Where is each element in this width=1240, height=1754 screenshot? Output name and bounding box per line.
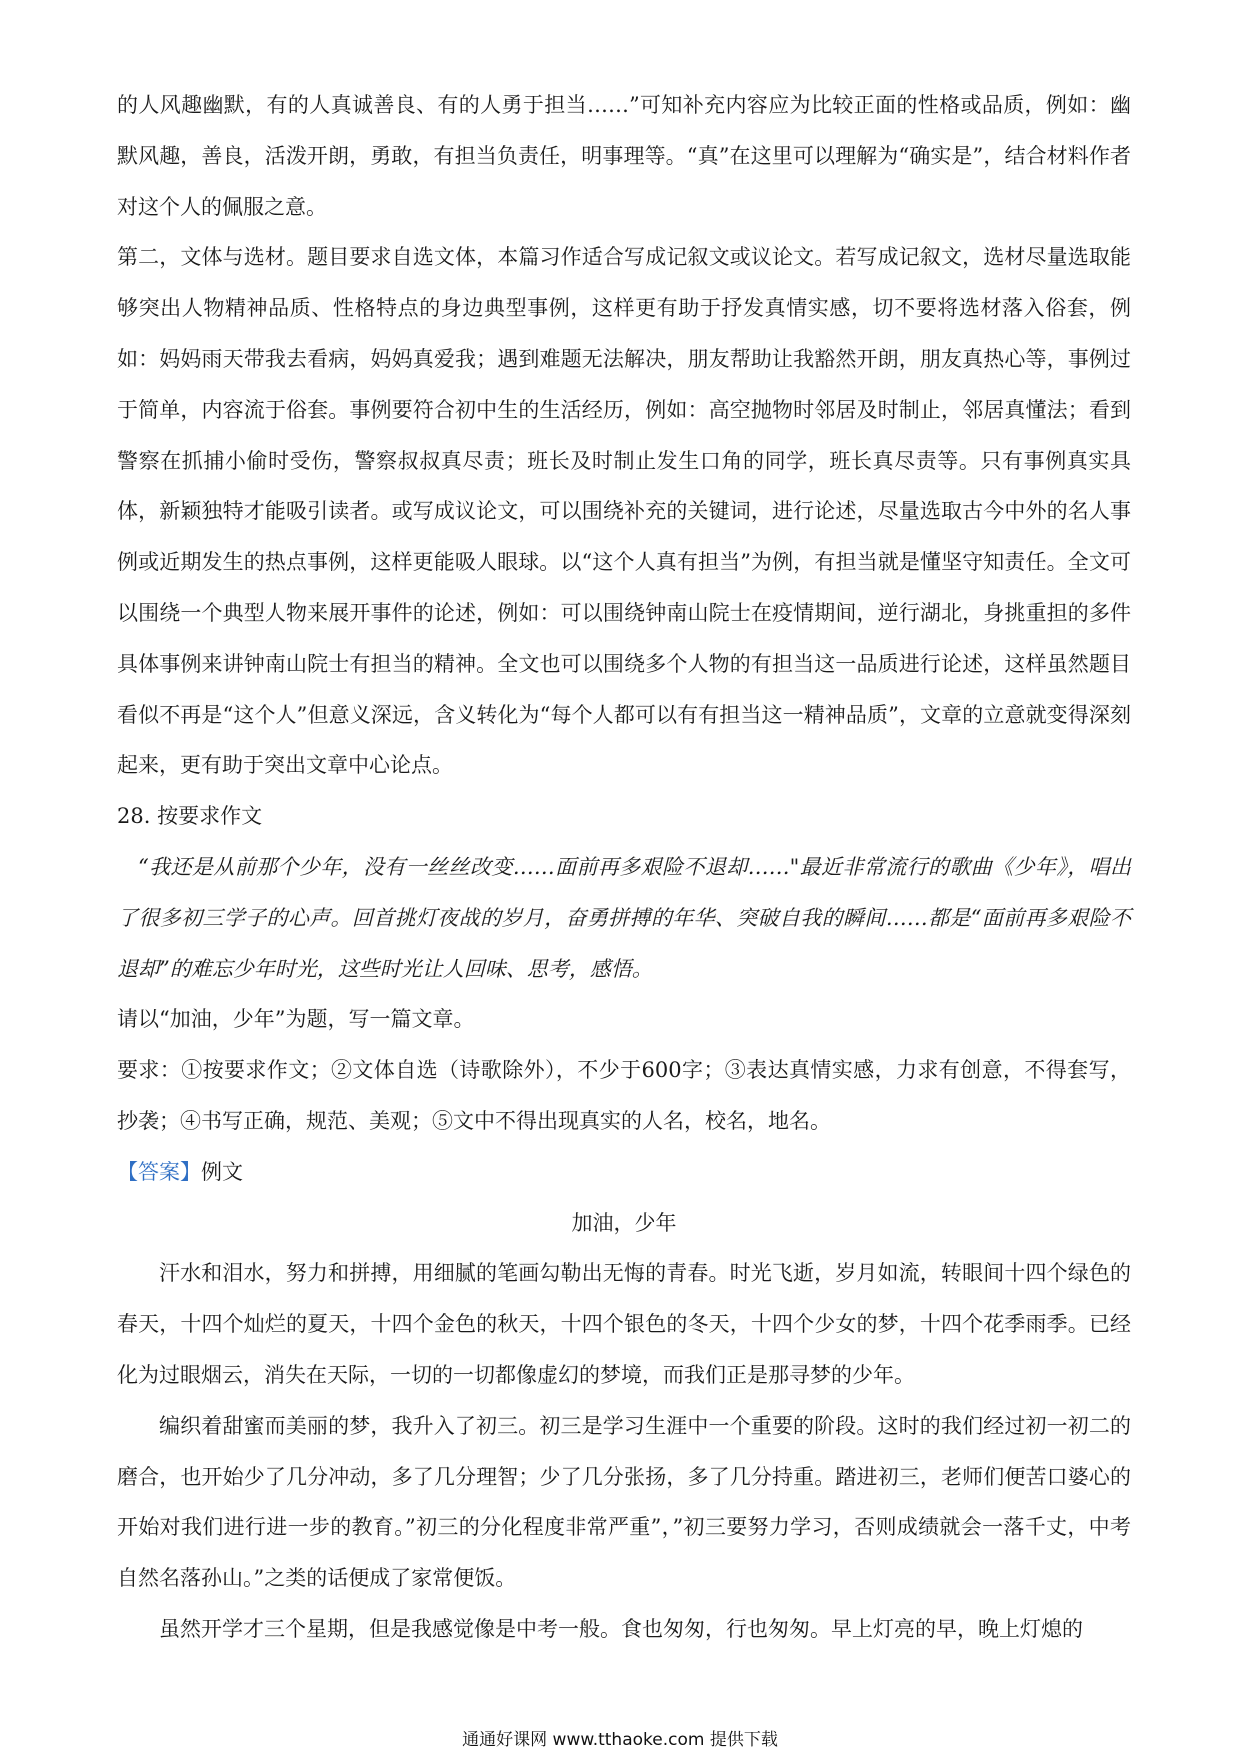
analysis-paragraph-2: 第二，文体与选材。题目要求自选文体，本篇习作适合写成记叙文或议论文。若写成记叙文，选材尽量选取能够突出人物精神品质、性格特点的身边典型事例，这样更有助于抒发真情实感，切不要将选材落入俗套，例如：妈妈雨天带我去看病，妈妈真爱我；遇到难题无法解决，朋友帮助让我豁然开朗，朋友真热心等，事例过于简单，内容流于俗套。事例要符合初中生的生活经历，例如：高空抛物时邻居及时制止，邻居真懂法；看到警察在抓捕小偷时受伤，警察叔叔真尽责；班长及时制止发生口角的同学，班长真尽责等。只有事例真实具体，新颖独特才能吸引读者。或写成议论文，可以围绕补充的关键词，进行论述，尽量选取古今中外的名人事例或近期发生的热点事例，这样更能吸人眼球。以“这个人真有担当”为例，有担当就是懂坚守知责任。全文可以围绕一个典型人物来展开事件的论述，例如：可以围绕钟南山院士在疫情期间，逆行湖北，身挑重担的多件具体事例来讲钟南山院士有担当的精神。全文也可以围绕多个人物的有担当这一品质进行论述，这样虽然题目看似不再是“这个人”但意义深远，含义转化为“每个人都可以有有担当这一精神品质”，文章的立意就变得深刻起来，更有助于突出文章中心论点。 [117,245,1131,778]
essay-paragraph-3: 虽然开学才三个星期，但是我感觉像是中考一般。食也匆匆，行也匆匆。早上灯亮的早，晚上灯熄的 [159,1616,1083,1641]
answer-label: 例文 [201,1159,243,1184]
essay-title: 加油，少年 [571,1210,677,1235]
question-heading: 28. 按要求作文 [117,804,263,829]
analysis-paragraph-1: 的人风趣幽默，有的人真诚善良、有的人勇于担当……”可知补充内容应为比较正面的性格或品质，例如：幽默风趣，善良，活泼开朗，勇敢，有担当负责任，明事理等。“真”在这里可以理解为“确实是”，结合材料作者对这个人的佩服之意。 [117,93,1131,219]
answer-line [117,1147,1131,1198]
essay-paragraph-1: 汗水和泪水，努力和拼搏，用细腻的笔画勾勒出无悔的青春。时光飞逝，岁月如流，转眼间十四个绿色的春天，十四个灿烂的夏天，十四个金色的秋天，十四个银色的冬天，十四个少女的梦，十四个花季雨季。已经化为过眼烟云，消失在天际，一切的一切都像虚幻的梦境，而我们正是那寻梦的少年。 [117,1261,1131,1387]
document-body [117,80,1131,1655]
answer-tag: 【答案】 [117,1159,201,1184]
prompt-requirements: 要求：①按要求作文；②文体自选（诗歌除外），不少于600字；③表达真情实感，力求有创意，不得套写，抄袭；④书写正确，规范、美观；⑤文中不得出现真实的人名，校名，地名。 [117,1058,1131,1133]
essay-paragraph-2: 编织着甜蜜而美丽的梦，我升入了初三。初三是学习生涯中一个重要的阶段。这时的我们经过初一初二的磨合，也开始少了几分冲动，多了几分理智；少了几分张扬，多了几分持重。踏进初三，老师们便苦口婆心的开始对我们进行进一步的教育。”初三的分化程度非常严重”，”初三要努力学习，否则成绩就会一落千丈，中考自然名落孙山。”之类的话便成了家常便饭。 [117,1413,1132,1591]
prompt-quote: “我还是从前那个少年，没有一丝丝改变……面前再多艰险不退却……"最近非常流行的歌曲《少年》，唱出了很多初三学子的心声。回首挑灯夜战的岁月，奋勇拼搏的年华、突破自我的瞬间……都是“面前再多艰险不退却”的难忘少年时光，这些时光让人回味、思考，感悟。 [117,854,1131,981]
prompt-instruction: 请以“加油，少年”为题，写一篇文章。 [117,1007,475,1032]
page-footer: 通通好课网 www.tthaoke.com 提供下载 [462,1730,778,1750]
